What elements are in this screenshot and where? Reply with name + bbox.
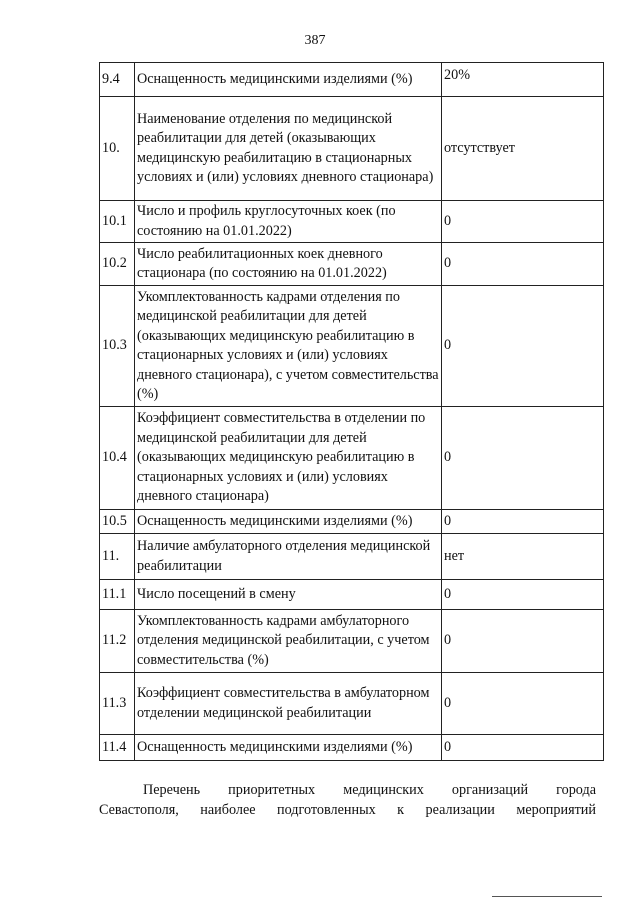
table-row xyxy=(100,580,604,610)
table-row xyxy=(100,510,604,534)
row-indicator: Число и профиль круглосуточных коек (по состоянию на 01.01.2022) xyxy=(135,201,442,243)
row-value: 0 xyxy=(442,407,604,510)
row-indicator: Число реабилитационных коек дневного стационара (по состоянию на 01.01.2022) xyxy=(135,243,442,286)
row-number: 11.4 xyxy=(100,735,135,761)
row-number: 10.4 xyxy=(100,407,135,510)
row-value: 0 xyxy=(442,610,604,673)
row-value: 0 xyxy=(442,201,604,243)
row-value: отсутствует xyxy=(442,97,604,201)
indicators-table xyxy=(99,62,604,761)
row-value: 0 xyxy=(442,735,604,761)
row-number: 11.3 xyxy=(100,673,135,735)
row-number: 10.5 xyxy=(100,510,135,534)
row-indicator: Число посещений в смену xyxy=(135,580,442,610)
table-row xyxy=(100,610,604,673)
table-row xyxy=(100,286,604,407)
paragraph-line-2: Севастополя, наиболее подготовленных к реализации мероприятий xyxy=(99,802,596,818)
table-row xyxy=(100,534,604,580)
table-row xyxy=(100,63,604,97)
row-indicator: Оснащенность медицинскими изделиями (%) xyxy=(135,510,442,534)
table-row xyxy=(100,407,604,510)
row-number: 10.1 xyxy=(100,201,135,243)
row-value: 0 xyxy=(442,286,604,407)
row-indicator: Оснащенность медицинскими изделиями (%) xyxy=(135,735,442,761)
row-value: нет xyxy=(442,534,604,580)
row-indicator: Оснащенность медицинскими изделиями (%) xyxy=(135,63,442,97)
row-value: 0 xyxy=(442,243,604,286)
paragraph-line-1: Перечень приоритетных медицинских организаций города xyxy=(143,782,596,798)
row-indicator: Наличие амбулаторного отделения медицинской реабилитации xyxy=(135,534,442,580)
row-value: 0 xyxy=(442,510,604,534)
row-value: 20% xyxy=(442,63,604,97)
page-number: 387 xyxy=(304,33,326,48)
row-number: 10. xyxy=(100,97,135,201)
row-number: 9.4 xyxy=(100,63,135,97)
table-row xyxy=(100,735,604,761)
row-value: 0 xyxy=(442,673,604,735)
row-number: 11.2 xyxy=(100,610,135,673)
row-indicator: Укомплектованность кадрами отделения по медицинской реабилитации для детей (оказывающих медицинскую реабилитацию в стационарных условиях и (или) условиях дневного стационара), с учетом совместительства (%) xyxy=(135,286,442,407)
row-number: 10.2 xyxy=(100,243,135,286)
row-value: 0 xyxy=(442,580,604,610)
table-row xyxy=(100,243,604,286)
footer-divider xyxy=(492,896,602,897)
row-number: 10.3 xyxy=(100,286,135,407)
body-paragraph xyxy=(99,780,596,820)
row-indicator: Наименование отделения по медицинской реабилитации для детей (оказывающих медицинскую реабилитацию в стационарных условиях и (или) условиях дневного стационара) xyxy=(135,97,442,201)
table-row xyxy=(100,673,604,735)
table-row xyxy=(100,97,604,201)
row-indicator: Коэффициент совместительства в амбулаторном отделении медицинской реабилитации xyxy=(135,673,442,735)
row-indicator: Коэффициент совместительства в отделении по медицинской реабилитации для детей (оказывающих медицинскую реабилитацию в стационарных условиях и (или) условиях дневного стационара) xyxy=(135,407,442,510)
row-number: 11. xyxy=(100,534,135,580)
row-number: 11.1 xyxy=(100,580,135,610)
table-row xyxy=(100,201,604,243)
row-indicator: Укомплектованность кадрами амбулаторного отделения медицинской реабилитации, с учетом совместительства (%) xyxy=(135,610,442,673)
